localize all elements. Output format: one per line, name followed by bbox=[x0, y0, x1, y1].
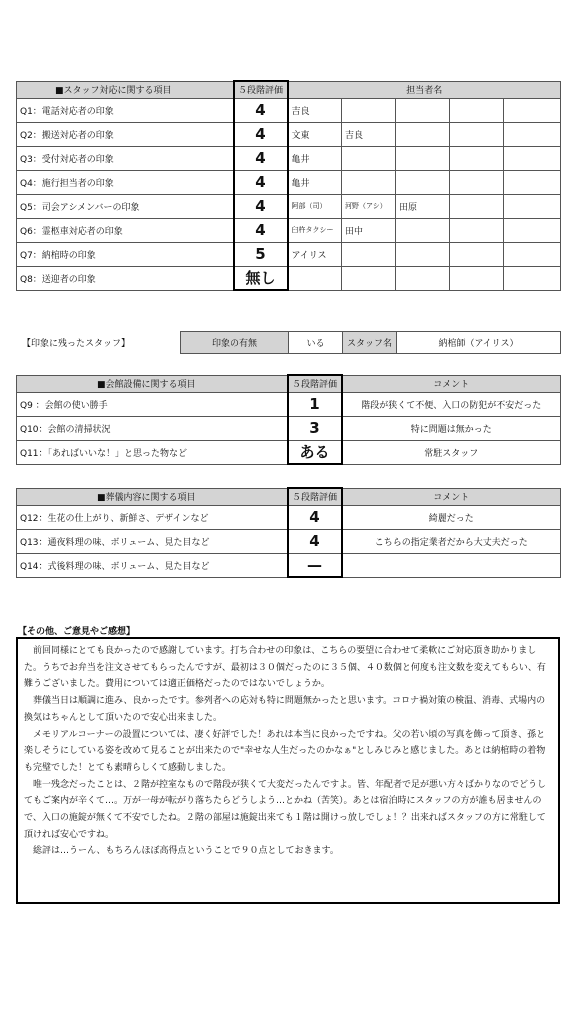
staff-name-cell: 河野（アシ） bbox=[342, 194, 396, 218]
question-cell: Q10：会館の清掃状況 bbox=[17, 416, 288, 440]
opinion-paragraph: 葬儀当日は順調に進み、良かったです。参列者への応対も特に問題無かったと思います。コロナ禍対策の検温、消毒、式場内の換気はちゃんとして頂いたので安心出来ました。 bbox=[24, 696, 546, 723]
staff-name-cell bbox=[342, 242, 396, 266]
staff-name-cell bbox=[504, 122, 561, 146]
question-cell: Q7：納棺時の印象 bbox=[17, 242, 234, 266]
question-cell: Q1：電話対応者の印象 bbox=[17, 98, 234, 122]
table-row bbox=[17, 122, 561, 146]
item-header: ■葬儀内容に関する項目 bbox=[17, 488, 288, 505]
rating-cell: 3 bbox=[288, 416, 342, 440]
table-row bbox=[17, 170, 561, 194]
comment-header: コメント bbox=[342, 488, 561, 505]
rating-cell: 4 bbox=[234, 218, 288, 242]
rating-cell: 4 bbox=[234, 170, 288, 194]
comment-cell: 階段が狭くて不便、入口の防犯が不安だった bbox=[342, 392, 561, 416]
staff-name-cell bbox=[342, 146, 396, 170]
impression-table bbox=[180, 331, 561, 354]
staff-name-cell bbox=[504, 98, 561, 122]
rating-header: ５段階評価 bbox=[288, 375, 342, 392]
table-row bbox=[17, 416, 561, 440]
staff-name-cell bbox=[504, 146, 561, 170]
staff-name-cell bbox=[450, 242, 504, 266]
staff-name-cell bbox=[396, 146, 450, 170]
table-row bbox=[17, 440, 561, 464]
staff-name-cell bbox=[450, 194, 504, 218]
staff-name-cell bbox=[342, 266, 396, 290]
staff-name-label: スタッフ名 bbox=[343, 332, 397, 354]
table-row bbox=[181, 332, 561, 354]
staff-name-cell: 亀井 bbox=[288, 170, 342, 194]
facility-evaluation-table bbox=[16, 374, 561, 465]
staff-name-cell bbox=[504, 242, 561, 266]
rating-header: ５段階評価 bbox=[234, 81, 288, 98]
staff-name-cell: 田中 bbox=[342, 218, 396, 242]
comment-header: コメント bbox=[342, 375, 561, 392]
table-row bbox=[17, 242, 561, 266]
staff-name-cell bbox=[450, 146, 504, 170]
question-cell: Q13：通夜料理の味、ボリューム、見た目など bbox=[17, 529, 288, 553]
staff-name-cell bbox=[396, 218, 450, 242]
table-row bbox=[17, 266, 561, 290]
question-cell: Q2：搬送対応者の印象 bbox=[17, 122, 234, 146]
rating-cell: 4 bbox=[234, 122, 288, 146]
comment-cell: 特に問題は無かった bbox=[342, 416, 561, 440]
rating-cell: 5 bbox=[234, 242, 288, 266]
table-row bbox=[17, 553, 561, 577]
question-cell: Q4：施行担当者の印象 bbox=[17, 170, 234, 194]
staff-name-cell bbox=[396, 266, 450, 290]
question-cell: Q9 ：会館の使い勝手 bbox=[17, 392, 288, 416]
question-cell: Q6：霊柩車対応者の印象 bbox=[17, 218, 234, 242]
staff-name-cell bbox=[342, 98, 396, 122]
table-row bbox=[17, 146, 561, 170]
table-row bbox=[17, 194, 561, 218]
rating-cell: — bbox=[288, 553, 342, 577]
staff-name-cell: 田原 bbox=[396, 194, 450, 218]
opinion-paragraph: メモリアルコーナーの設置については、凄く好評でした！あれは本当に良かったですね。父の若い頃の写真を飾って頂き、孫と楽しそうにしている姿を改めて見ることが出来たので"幸せな人生だったのかなぁ"としみじみと感じました。あとは納棺時の着物も完璧でした！とても素晴らしくて感動しました。 bbox=[24, 729, 546, 773]
question-cell: Q12：生花の仕上がり、新鮮さ、デザインなど bbox=[17, 505, 288, 529]
table-header-row bbox=[17, 81, 561, 98]
staff-name-cell bbox=[504, 266, 561, 290]
opinions-title: 【その他、ご意見やご感想】 bbox=[18, 627, 136, 637]
question-cell: Q5：司会アシメンバーの印象 bbox=[17, 194, 234, 218]
opinion-paragraph: 総評は…うーん、もちろんほぼ高得点ということで９０点としておきます。 bbox=[33, 846, 339, 857]
staff-name-cell bbox=[450, 218, 504, 242]
rating-cell: 無し bbox=[234, 266, 288, 290]
staff-name-cell bbox=[450, 170, 504, 194]
question-cell: Q3：受付対応者の印象 bbox=[17, 146, 234, 170]
impression-label: 【印象に残ったスタッフ】 bbox=[22, 339, 131, 349]
item-header: ■会館設備に関する項目 bbox=[17, 375, 288, 392]
question-cell: Q8：送迎者の印象 bbox=[17, 266, 234, 290]
rating-cell: 4 bbox=[288, 505, 342, 529]
table-header-row bbox=[17, 488, 561, 505]
presence-value: いる bbox=[289, 332, 343, 354]
comment-cell: 常駐スタッフ bbox=[342, 440, 561, 464]
rating-cell: 4 bbox=[234, 194, 288, 218]
table-row bbox=[17, 392, 561, 416]
staff-name-value: 納棺師（アイリス） bbox=[397, 332, 561, 354]
staff-name-cell: 文東 bbox=[288, 122, 342, 146]
item-header: ■スタッフ対応に関する項目 bbox=[17, 81, 234, 98]
rating-cell: 4 bbox=[288, 529, 342, 553]
staff-name-cell: 吉良 bbox=[288, 98, 342, 122]
staff-name-cell bbox=[288, 266, 342, 290]
staff-name-cell bbox=[504, 218, 561, 242]
rating-cell: 4 bbox=[234, 146, 288, 170]
table-header-row bbox=[17, 375, 561, 392]
staff-name-cell: 吉良 bbox=[342, 122, 396, 146]
staff-name-cell: アイリス bbox=[288, 242, 342, 266]
rating-cell: ある bbox=[288, 440, 342, 464]
staff-name-cell bbox=[504, 170, 561, 194]
question-cell: Q11：「あればいいな！」と思った物など bbox=[17, 440, 288, 464]
comment-cell: こちらの指定業者だから大丈夫だった bbox=[342, 529, 561, 553]
staff-name-cell bbox=[342, 170, 396, 194]
staff-evaluation-table bbox=[16, 80, 561, 291]
table-row bbox=[17, 218, 561, 242]
staff-header: 担当者名 bbox=[288, 81, 561, 98]
staff-name-cell: 亀井 bbox=[288, 146, 342, 170]
opinion-paragraph: 前回同様にとても良かったので感謝しています。打ち合わせの印象は、こちらの要望に合わせて柔軟にご対応頂き助かりました。うちでお弁当を注文させてもらったんですが、最初は３０個だったのに３５個、４０数個と何度も注文数を変えてもらい、有難うございました。費用については適正価格だったのではないでしょうか。 bbox=[24, 646, 546, 690]
table-row bbox=[17, 505, 561, 529]
staff-name-cell bbox=[396, 242, 450, 266]
staff-name-cell bbox=[396, 98, 450, 122]
rating-header: ５段階評価 bbox=[288, 488, 342, 505]
presence-label: 印象の有無 bbox=[181, 332, 289, 354]
rating-cell: 4 bbox=[234, 98, 288, 122]
table-row bbox=[17, 529, 561, 553]
staff-name-cell: 阿部（司） bbox=[288, 194, 342, 218]
funeral-evaluation-table bbox=[16, 487, 561, 578]
staff-name-cell bbox=[450, 122, 504, 146]
staff-name-cell bbox=[396, 122, 450, 146]
opinions-box bbox=[16, 637, 560, 904]
opinion-paragraph: 唯一残念だったことは、２階が控室なもので階段が狭くて大変だったんですよ。皆、年配者で足が悪い方々ばかりなのでどうしてもご案内が辛くて…。万が一母が転がり落ちたらどうしよう…とかね（苦笑）。あとは宿泊時にスタッフの方が誰も居ませんので、入口の施錠が無くて不安でしたね。２階の部屋は施錠出来ても１階は開けっ放しでしょ！？出来ればスタッフの方に常駐して頂ければ安心ですね。 bbox=[24, 779, 547, 840]
staff-name-cell bbox=[450, 266, 504, 290]
staff-name-cell bbox=[396, 170, 450, 194]
question-cell: Q14：式後料理の味、ボリューム、見た目など bbox=[17, 553, 288, 577]
table-row bbox=[17, 98, 561, 122]
rating-cell: 1 bbox=[288, 392, 342, 416]
staff-name-cell: 臼杵タクシー bbox=[288, 218, 342, 242]
comment-cell: 綺麗だった bbox=[342, 505, 561, 529]
comment-cell bbox=[342, 553, 561, 577]
staff-name-cell bbox=[450, 98, 504, 122]
staff-name-cell bbox=[504, 194, 561, 218]
